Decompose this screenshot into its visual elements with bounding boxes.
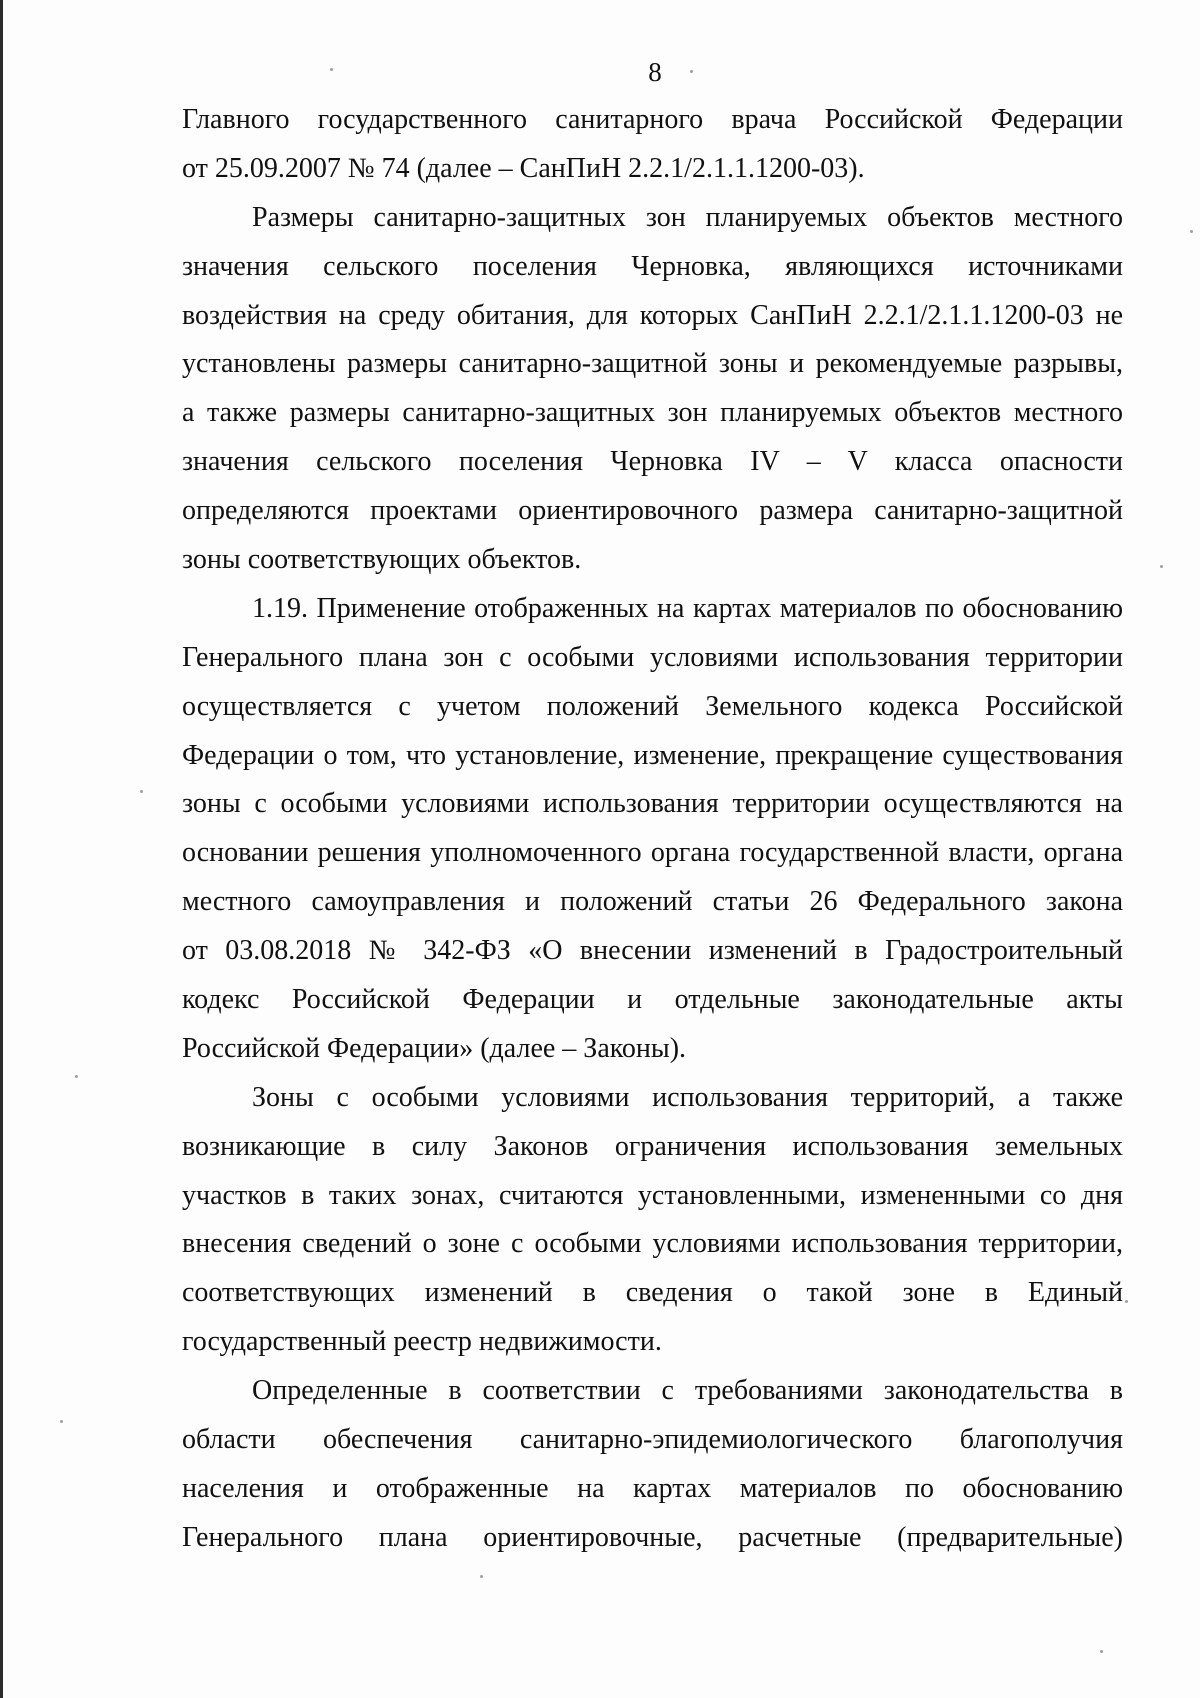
- text-line: населения и отображенные на картах материалов по обоснованию: [182, 1472, 1123, 1504]
- text-line: от 25.09.2007 № 74 (далее – СанПиН 2.2.1/2.1.1.1200-03).: [182, 152, 865, 184]
- scan-speck: [690, 70, 693, 73]
- text-line: участков в таких зонах, считаются установленными, измененными со дня: [182, 1179, 1123, 1211]
- scan-speck: [480, 1575, 483, 1578]
- text-line: от 03.08.2018 № 342-ФЗ «О внесении изменений в Градостроительный: [182, 935, 1123, 967]
- text-line: соответствующих изменений в сведения о такой зоне в Единый: [182, 1277, 1123, 1309]
- text-line: 1.19. Применение отображенных на картах материалов по обоснованию: [252, 592, 1123, 624]
- text-line: воздействия на среду обитания, для которых СанПиН 2.2.1/2.1.1.1200-03 не: [182, 299, 1123, 331]
- scan-speck: [1100, 1650, 1103, 1653]
- text-line: области обеспечения санитарно-эпидемиологического благополучия: [182, 1424, 1123, 1456]
- page-edge-shadow: [0, 0, 3, 1698]
- scan-speck: [75, 1075, 78, 1078]
- scan-speck: [1190, 230, 1193, 233]
- scan-speck: [330, 68, 333, 71]
- text-line: Генерального плана зон с особыми условиями использования территории: [182, 641, 1123, 673]
- text-line: Размеры санитарно-защитных зон планируемых объектов местного: [252, 201, 1123, 233]
- text-line: значения сельского поселения Черновка IV – V класса опасности: [182, 446, 1123, 478]
- scan-speck: [1125, 1300, 1128, 1303]
- text-line: государственный реестр недвижимости.: [182, 1326, 662, 1358]
- text-line: Генерального плана ориентировочные, расчетные (предварительные): [182, 1521, 1123, 1553]
- scan-speck: [1160, 565, 1163, 568]
- text-line: Зоны с особыми условиями использования территорий, а также: [252, 1081, 1123, 1113]
- text-line: определяются проектами ориентировочного размера санитарно-защитной: [182, 495, 1123, 527]
- text-line: зоны соответствующих объектов.: [182, 544, 582, 576]
- scan-speck: [60, 1420, 63, 1423]
- text-line: кодекс Российской Федерации и отдельные законодательные акты: [182, 984, 1123, 1016]
- page-number: 8: [648, 57, 662, 87]
- text-line: значения сельского поселения Черновка, являющихся источниками: [182, 250, 1123, 282]
- text-line: основании решения уполномоченного органа государственной власти, органа: [182, 837, 1123, 869]
- text-line: зоны с особыми условиями использования территории осуществляются на: [182, 788, 1123, 820]
- text-line: Российской Федерации» (далее – Законы).: [182, 1032, 687, 1064]
- document-body: [182, 96, 1123, 1563]
- text-line: осуществляется с учетом положений Земельного кодекса Российской: [182, 690, 1123, 722]
- text-line: Федерации о том, что установление, изменение, прекращение существования: [182, 739, 1123, 771]
- text-line: Определенные в соответствии с требованиями законодательства в: [252, 1375, 1123, 1407]
- text-line: установлены размеры санитарно-защитной зоны и рекомендуемые разрывы,: [182, 348, 1123, 380]
- text-line: Главного государственного санитарного врача Российской Федерации: [182, 104, 1123, 135]
- text-line: внесения сведений о зоне с особыми условиями использования территории,: [182, 1228, 1123, 1260]
- text-line: возникающие в силу Законов ограничения использования земельных: [182, 1130, 1123, 1162]
- scan-speck: [140, 790, 143, 793]
- text-line: местного самоуправления и положений статьи 26 Федерального закона: [182, 886, 1123, 918]
- text-line: а также размеры санитарно-защитных зон планируемых объектов местного: [182, 397, 1123, 429]
